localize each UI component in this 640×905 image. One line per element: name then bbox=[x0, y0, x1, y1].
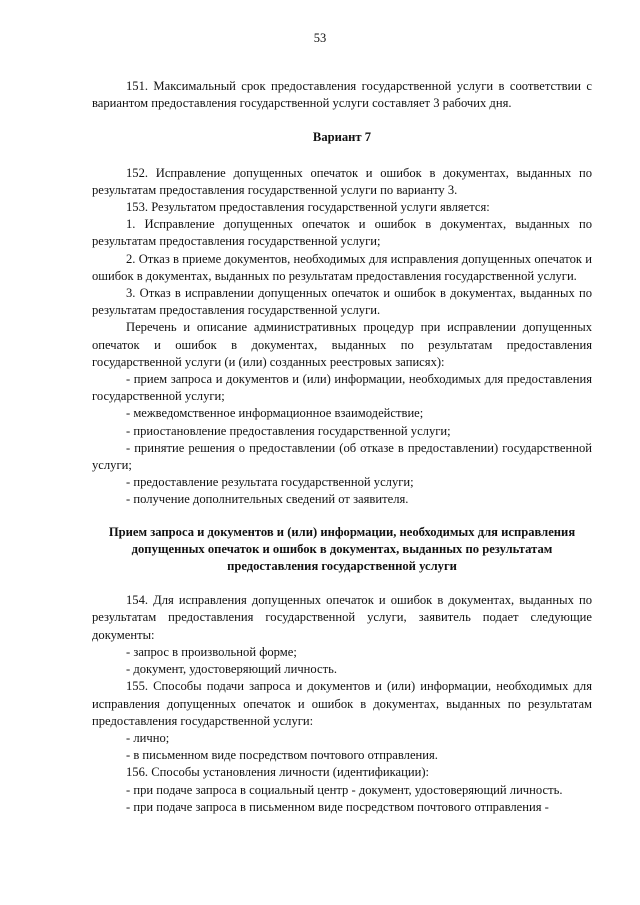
procedure-item: - прием запроса и документов и (или) информации, необходимых для предоставления государственной услуги; bbox=[92, 372, 592, 404]
paragraph-153-item-2: 2. Отказ в приеме документов, необходимых для исправления допущенных опечаток и ошибок в документах, выданных по результатам предоставления государственной услуги. bbox=[92, 251, 592, 283]
procedure-item: - приостановление предоставления государственной услуги; bbox=[126, 423, 451, 438]
document-body bbox=[92, 78, 592, 816]
variant-heading: Вариант 7 bbox=[312, 130, 372, 145]
procedure-item: - принятие решения о предоставлении (об отказе в предоставлении) государственной услуги; bbox=[92, 440, 592, 473]
paragraph-156: 156. Способы установления личности (идентификации): bbox=[126, 765, 430, 780]
procedure-item: - межведомственное информационное взаимодействие; bbox=[126, 406, 424, 421]
document-list-item: - запрос в произвольной форме; bbox=[126, 644, 297, 659]
procedures-intro: Перечень и описание административных процедур при исправлении допущенных опечаток и ошибок в документах, выданных по результатам предоставления государственной услуги (и (или) созданных реестровых записях): bbox=[92, 320, 592, 369]
paragraph-152: 152. Исправление допущенных опечаток и ошибок в документах, выданных по результатам предоставления государственной услуги по варианту 3. bbox=[92, 165, 592, 197]
document-list-item: - документ, удостоверяющий личность. bbox=[126, 662, 337, 677]
paragraph-153: 153. Результатом предоставления государственной услуги является: bbox=[126, 200, 490, 215]
paragraph-151: 151. Максимальный срок предоставления государственной услуги в соответствии с вариантом предоставления государственной услуги составляет 3 рабочих дня. bbox=[92, 79, 592, 111]
procedure-item: - получение дополнительных сведений от заявителя. bbox=[126, 492, 409, 507]
identification-method-item: - при подаче запроса в письменном виде посредством почтового отправления - bbox=[126, 799, 549, 814]
paragraph-154: 154. Для исправления допущенных опечаток и ошибок в документах, выданных по результатам предоставления государственной услуги, заявитель подает следующие документы: bbox=[92, 593, 592, 642]
paragraph-153-item-3: 3. Отказ в исправлении допущенных опечаток и ошибок в документах, выданных по результатам предоставления государственной услуги. bbox=[92, 286, 592, 318]
paragraph-155: 155. Способы подачи запроса и документов и (или) информации, необходимых для исправления допущенных опечаток и ошибок в документах, выданных по результатам предоставления государственной услуги: bbox=[92, 679, 592, 728]
section-heading: Прием запроса и документов и (или) информации, необходимых для исправления допущенных опечаток и ошибок в документах, выданных по результатам предоставления государственной услуги bbox=[108, 524, 576, 574]
procedure-item: - предоставление результата государственной услуги; bbox=[126, 475, 414, 490]
page-number: 53 bbox=[313, 31, 327, 45]
paragraph-153-item-1: 1. Исправление допущенных опечаток и ошибок в документах, выданных по результатам предоставления государственной услуги; bbox=[92, 217, 592, 249]
identification-method-item: - при подаче запроса в социальный центр - документ, удостоверяющий личность. bbox=[126, 782, 563, 797]
submission-method-item: - лично; bbox=[126, 730, 170, 745]
submission-method-item: - в письменном виде посредством почтового отправления. bbox=[126, 748, 438, 763]
